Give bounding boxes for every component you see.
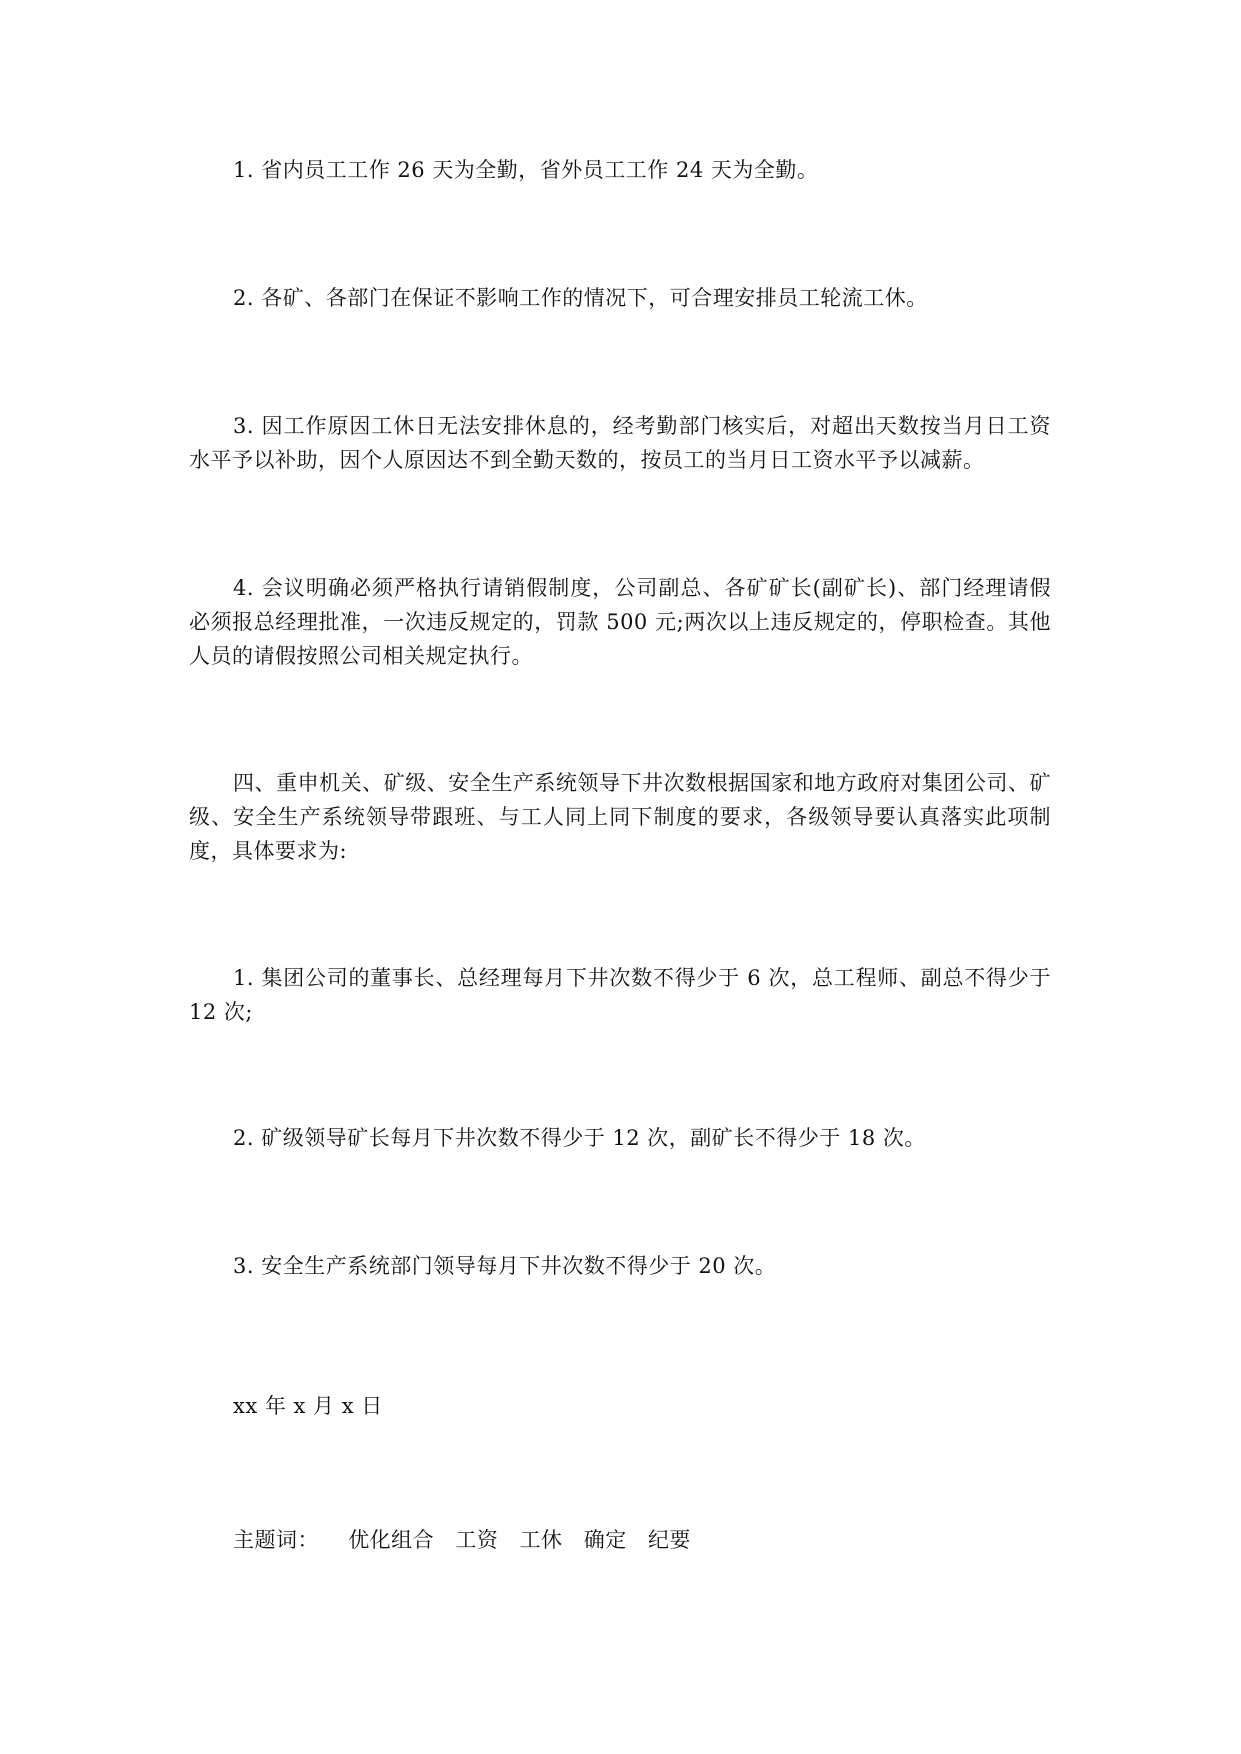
keyword-item: 纪要	[647, 1528, 691, 1552]
keyword-item: 确定	[583, 1528, 627, 1552]
subject-keywords	[233, 1523, 705, 1557]
keyword-item: 优化组合	[348, 1528, 435, 1552]
keyword-item: 工休	[519, 1528, 563, 1552]
keyword-item: 工资	[455, 1528, 499, 1552]
paragraph-leave-system: 4. 会议明确必须严格执行请销假制度，公司副总、各矿矿长(副矿长)、部门经理请假必须报总经理批准，一次违反规定的，罚款 500 元;两次以上违反规定的，停职检查。其他人员的请假按照公司相关规定执行。	[189, 576, 1051, 668]
paragraph-group-leaders: 1. 集团公司的董事长、总经理每月下井次数不得少于 6 次，总工程师、副总不得少于 12 次;	[189, 966, 1051, 1024]
paragraph-section-four: 四、重申机关、矿级、安全生产系统领导下井次数根据国家和地方政府对集团公司、矿级、安全生产系统领导带跟班、与工人同上同下制度的要求，各级领导要认真落实此项制度，具体要求为:	[189, 771, 1051, 863]
paragraph-rotating-rest: 2. 各矿、各部门在保证不影响工作的情况下，可合理安排员工轮流工休。	[233, 286, 928, 310]
paragraph-safety-leaders: 3. 安全生产系统部门领导每月下井次数不得少于 20 次。	[233, 1254, 777, 1278]
paragraph-full-attendance: 1. 省内员工工作 26 天为全勤，省外员工工作 24 天为全勤。	[233, 158, 819, 182]
document-date: xx 年 x 月 x 日	[233, 1394, 383, 1418]
paragraph-overtime-compensation: 3. 因工作原因工休日无法安排休息的，经考勤部门核实后，对超出天数按当月日工资水平予以补助，因个人原因达不到全勤天数的，按员工的当月日工资水平予以减薪。	[189, 414, 1051, 472]
paragraph-mine-leaders: 2. 矿级领导矿长每月下井次数不得少于 12 次，副矿长不得少于 18 次。	[233, 1126, 926, 1150]
keywords-label: 主题词：	[233, 1528, 319, 1552]
